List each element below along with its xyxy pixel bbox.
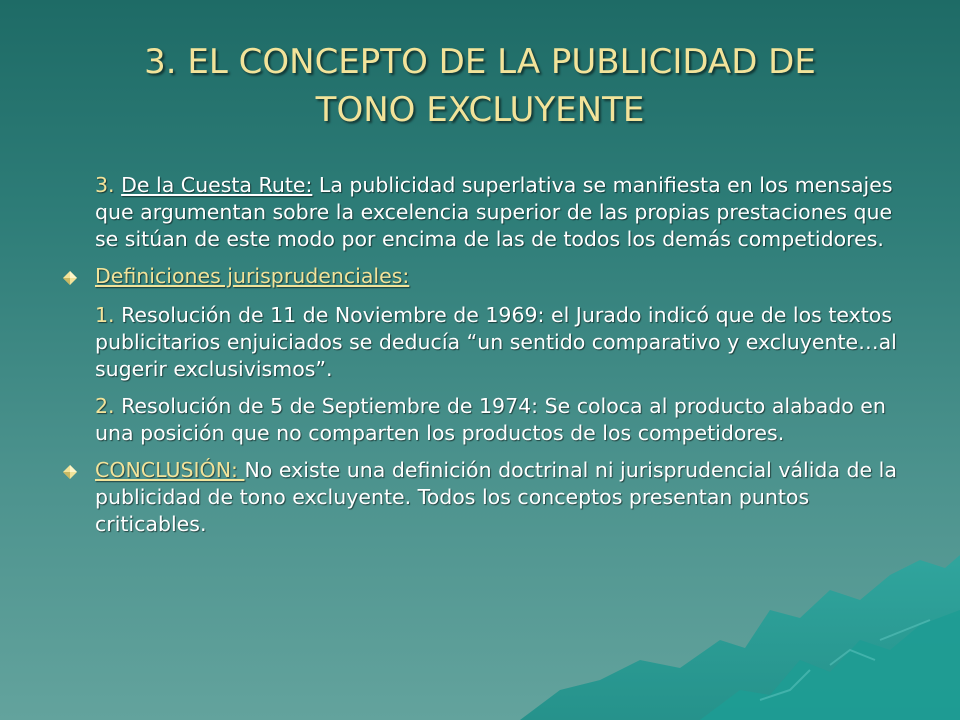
paragraph-text: Resolución de 11 de Noviembre de 1969: el Jurado indicó que de los textos publicitarios enjuiciados se deducía “un sentido comparativo y excluyente…al sugerir exclusivismos”. xyxy=(95,303,897,381)
slide-title xyxy=(60,38,900,134)
paragraph-number: 3. xyxy=(95,173,115,197)
diamond-bullet-icon xyxy=(62,270,78,286)
title-line-2: TONO EXCLUYENTE xyxy=(315,90,645,130)
paragraph-number: 2. xyxy=(95,394,115,418)
bullet-heading: Definiciones jurisprudenciales: xyxy=(95,264,410,288)
paragraph-resolucion-1974 xyxy=(60,393,910,447)
bullet-text: No existe una definición doctrinal ni jurisprudencial válida de la publicidad de tono excluyente. Todos los conceptos presentan puntos criticables. xyxy=(95,458,897,536)
title-line-1: 3. EL CONCEPTO DE LA PUBLICIDAD DE xyxy=(144,42,816,82)
paragraph-text: Resolución de 5 de Septiembre de 1974: Se coloca al producto alabado en una posición que no comparten los productos de los competidores. xyxy=(95,394,886,445)
bullet-heading: CONCLUSIÓN: xyxy=(95,458,245,482)
author-name: De la Cuesta Rute: xyxy=(121,173,313,197)
paragraph-resolucion-1969 xyxy=(60,302,910,383)
slide-body xyxy=(60,172,910,548)
paragraph-text: La publicidad superlativa se manifiesta en los mensajes que argumentan sobre la excelencia superior de las propias prestaciones que se sitúan de este modo por encima de las de todos los demás competidores. xyxy=(95,173,893,251)
bullet-conclusion xyxy=(60,457,910,538)
bullet-definiciones xyxy=(60,263,910,290)
paragraph-cuesta-rute xyxy=(60,172,910,253)
paragraph-number: 1. xyxy=(95,303,115,327)
diamond-bullet-icon xyxy=(62,464,78,480)
